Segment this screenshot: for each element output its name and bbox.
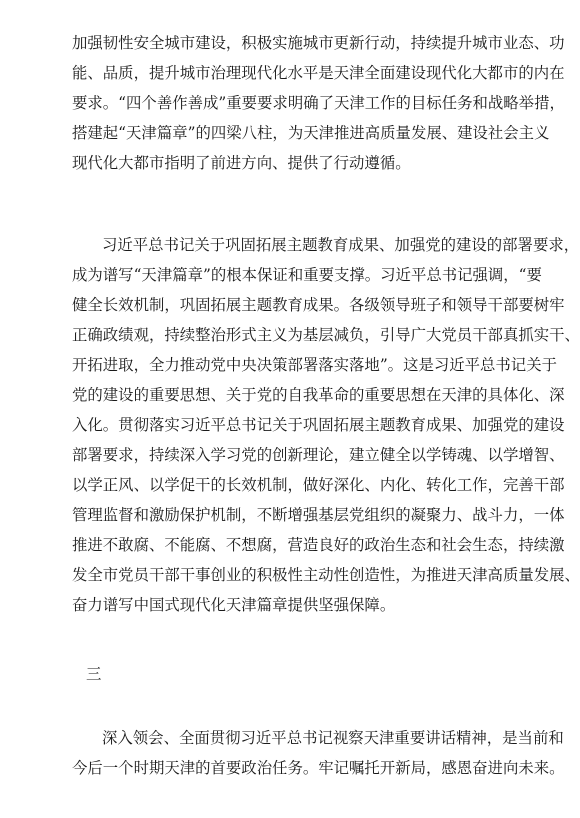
text-line: 党的建设的重要思想、关于党的自我革命的重要思想在天津的具体化、深: [72, 386, 565, 404]
text-line: 推进不敢腐、不能腐、不想腐，营造良好的政治生态和社会生态，持续激: [72, 536, 565, 554]
text-line: 以学正风、以学促干的长效机制，做好深化、内化、转化工作，完善干部: [72, 476, 565, 494]
text-line: 奋力谱写中国式现代化天津篇章提供坚强保障。: [72, 596, 396, 614]
text-line: 开拓进取，全力推动党中央决策部署落实落地”。这是习近平总书记关于: [72, 356, 557, 374]
text-line: 搭建起“天津篇章”的四梁八柱，为天津推进高质量发展、建设社会主义: [72, 124, 550, 142]
text-line: 能、品质，提升城市治理现代化水平是天津全面建设现代化大都市的内在: [72, 64, 565, 82]
section-heading: 三: [86, 665, 102, 683]
text-line: 发全市党员干部干事创业的积极性主动性创造性，为推进天津高质量发展、: [72, 566, 580, 584]
text-line: 今后一个时期天津的首要政治任务。牢记嘱托开新局，感恩奋进向未来。: [72, 759, 565, 777]
text-line: 入化。贯彻落实习近平总书记关于巩固拓展主题教育成果、加强党的建设: [72, 416, 565, 434]
text-line: 深入领会、全面贯彻习近平总书记视察天津重要讲话精神，是当前和: [102, 729, 564, 747]
text-line: 习近平总书记关于巩固拓展主题教育成果、加强党的建设的部署要求，: [102, 236, 580, 254]
text-line: 成为谱写“天津篇章”的根本保证和重要支撑。习近平总书记强调，“要: [72, 266, 542, 284]
text-line: 加强韧性安全城市建设，积极实施城市更新行动，持续提升城市业态、功: [72, 34, 565, 52]
text-line: 管理监督和激励保护机制，不断增强基层党组织的凝聚力、战斗力，一体: [72, 506, 565, 524]
text-line: 正确政绩观，持续整治形式主义为基层减负，引导广大党员干部真抓实干、: [72, 326, 580, 344]
text-line: 现代化大都市指明了前进方向、提供了行动遵循。: [72, 154, 411, 172]
text-line: 部署要求，持续深入学习党的创新理论，建立健全以学铸魂、以学增智、: [72, 446, 565, 464]
text-line: 要求。“四个善作善成”重要要求明确了天津工作的目标任务和战略举措，: [72, 94, 565, 112]
text-line: 健全长效机制，巩固拓展主题教育成果。各级领导班子和领导干部要树牢: [72, 296, 565, 314]
